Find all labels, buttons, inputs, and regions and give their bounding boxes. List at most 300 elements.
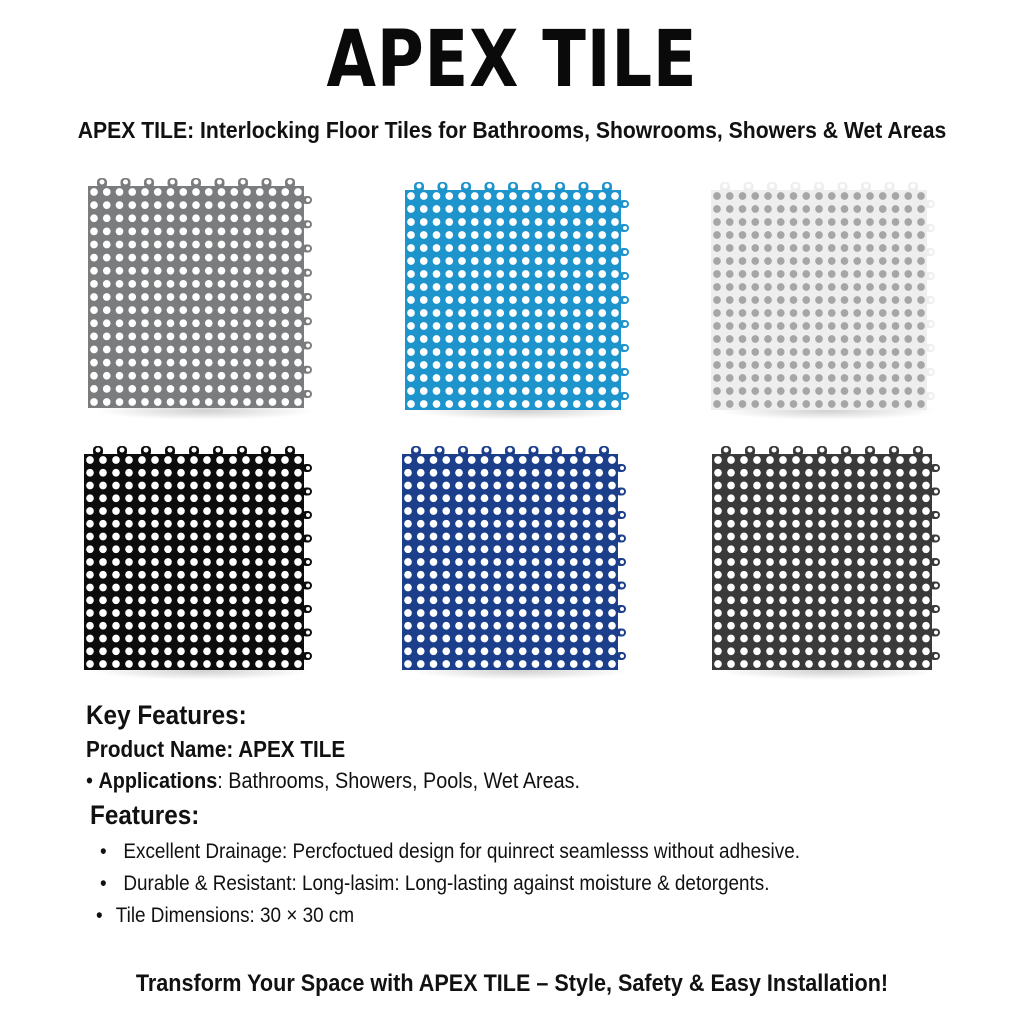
tile-hole — [764, 218, 772, 226]
tile-hole — [229, 482, 237, 490]
tile-hole — [177, 545, 185, 553]
tile-hole — [294, 293, 302, 301]
tile-hole — [86, 609, 94, 617]
tile-hole — [570, 520, 578, 528]
tile-hole — [230, 346, 238, 354]
tile-hole — [430, 647, 438, 655]
tile-hole — [805, 482, 813, 490]
tile-hole — [535, 335, 543, 343]
tile-hole — [281, 507, 289, 515]
tile-hole — [917, 387, 925, 395]
tile-hole — [216, 520, 224, 528]
tile-hole — [103, 359, 111, 367]
tile-hole — [509, 296, 517, 304]
tile-hole — [753, 584, 761, 592]
tile-hole — [909, 520, 917, 528]
tile-hole — [203, 456, 211, 464]
tile-hole — [779, 558, 787, 566]
tile-tab-hole — [511, 184, 516, 189]
tile-hole — [611, 361, 619, 369]
tile-tab-hole — [96, 448, 101, 453]
tile-hole — [506, 533, 514, 541]
tile-tab-hole — [440, 184, 445, 189]
tile-hole — [458, 322, 466, 330]
tile-hole — [493, 494, 501, 502]
tile-hole — [866, 205, 874, 213]
tile-hole — [573, 309, 581, 317]
tile-hole — [128, 201, 136, 209]
tile-hole — [713, 244, 721, 252]
tile-hole — [167, 267, 175, 275]
tile-hole — [90, 319, 98, 327]
tile-hole — [586, 205, 594, 213]
tile-hole — [866, 231, 874, 239]
tile-hole — [909, 456, 917, 464]
tile-hole — [844, 494, 852, 502]
tile-hole — [570, 507, 578, 515]
tile-hole — [544, 622, 552, 630]
tile-hole — [519, 494, 527, 502]
tile-hole — [544, 494, 552, 502]
tile-hole — [586, 218, 594, 226]
tile-hole — [739, 205, 747, 213]
tile-hole — [128, 372, 136, 380]
tile-hole — [407, 348, 415, 356]
tile-hole — [917, 348, 925, 356]
tile-hole — [90, 293, 98, 301]
tile-hole — [532, 469, 540, 477]
feature-text: Excellent Drainage: Percfoctued design for quinrect seamlesss without adhesive. — [123, 840, 800, 863]
tile-hole — [205, 228, 213, 236]
tile-hole — [268, 507, 276, 515]
tile-hole — [714, 494, 722, 502]
tile-hole — [522, 374, 530, 382]
tile-hole — [458, 257, 466, 265]
tile-hole — [909, 533, 917, 541]
tile-hole — [853, 231, 861, 239]
tile-hole — [714, 596, 722, 604]
tile-hole — [484, 270, 492, 278]
tile-hole — [547, 361, 555, 369]
tile-tab-hole — [264, 180, 269, 185]
tile-hole — [294, 398, 302, 406]
tile-hole — [764, 231, 772, 239]
tile-hole — [751, 192, 759, 200]
tile-hole — [281, 241, 289, 249]
tile-hole — [557, 545, 565, 553]
tile-hole — [255, 571, 263, 579]
tile-hole — [442, 533, 450, 541]
tile-hole — [818, 533, 826, 541]
tile-hole — [841, 257, 849, 265]
tile-hole — [740, 609, 748, 617]
tile-hole — [853, 257, 861, 265]
tile-hole — [179, 254, 187, 262]
tile-hole — [519, 558, 527, 566]
tile-hole — [831, 482, 839, 490]
tile-hole — [190, 456, 198, 464]
tile-hole — [866, 192, 874, 200]
tile-hole — [256, 372, 264, 380]
tile-hole — [557, 609, 565, 617]
tile-hole — [535, 374, 543, 382]
tile-hole — [281, 609, 289, 617]
tile-hole — [595, 545, 603, 553]
tile-tab-hole — [192, 448, 197, 453]
tile-hole — [164, 545, 172, 553]
feature-item — [96, 904, 354, 928]
tile-hole — [420, 322, 428, 330]
tile-hole — [790, 348, 798, 356]
tile-hole — [779, 482, 787, 490]
tile-hole — [190, 622, 198, 630]
tile-hole — [818, 584, 826, 592]
tile-hole — [242, 545, 250, 553]
tile-hole — [853, 387, 861, 395]
tile-hole — [740, 494, 748, 502]
tile-hole — [164, 507, 172, 515]
tile-hole — [205, 372, 213, 380]
tile-hole — [753, 482, 761, 490]
tile-hole — [255, 507, 263, 515]
tile-hole — [255, 482, 263, 490]
tile-hole — [138, 494, 146, 502]
tile-hole — [522, 283, 530, 291]
tile-hole — [766, 507, 774, 515]
tile-hole — [112, 520, 120, 528]
tile-hole — [484, 244, 492, 252]
tile-hole — [740, 456, 748, 464]
tile-hole — [442, 494, 450, 502]
tile-hole — [777, 335, 785, 343]
tile-hole — [112, 609, 120, 617]
tile-hole — [484, 348, 492, 356]
tile-hole — [177, 571, 185, 579]
tile-hole — [493, 635, 501, 643]
tile-hole — [86, 660, 94, 668]
tile-hole — [608, 558, 616, 566]
tile-hole — [713, 361, 721, 369]
tile-hole — [777, 309, 785, 317]
tile-hole — [904, 361, 912, 369]
tile-tab-hole — [555, 448, 560, 453]
tile-hole — [116, 188, 124, 196]
tile-hole — [294, 596, 302, 604]
tile-hole — [740, 584, 748, 592]
tile-hole — [922, 635, 930, 643]
tile-hole — [896, 558, 904, 566]
tile-hole — [557, 635, 565, 643]
tile-hole — [218, 306, 226, 314]
tile-hole — [417, 596, 425, 604]
tile-hole — [560, 387, 568, 395]
tile-hole — [611, 244, 619, 252]
tile-hole — [481, 558, 489, 566]
tile-hole — [125, 482, 133, 490]
tile-hole — [713, 374, 721, 382]
tile-hole — [764, 309, 772, 317]
tile-hole — [727, 609, 735, 617]
tile-hole — [560, 205, 568, 213]
tile-graphic — [711, 180, 939, 414]
tile-hole — [203, 482, 211, 490]
tile-hole — [805, 622, 813, 630]
tile-hole — [805, 558, 813, 566]
tile-hole — [922, 507, 930, 515]
tile-hole — [802, 400, 810, 408]
tile-hole — [532, 635, 540, 643]
tile-hole — [496, 231, 504, 239]
tile-hole — [86, 571, 94, 579]
tile-hole — [417, 647, 425, 655]
tile-hole — [904, 387, 912, 395]
tile-hole — [179, 228, 187, 236]
tile-hole — [420, 270, 428, 278]
tile-hole — [417, 545, 425, 553]
tile-hole — [535, 231, 543, 239]
tile-hole — [125, 520, 133, 528]
tile-hole — [547, 374, 555, 382]
tile-hole — [493, 660, 501, 668]
tile-hole — [727, 584, 735, 592]
tile-hole — [417, 494, 425, 502]
tile-hole — [216, 507, 224, 515]
tile-hole — [138, 558, 146, 566]
tile-hole — [815, 361, 823, 369]
tile-hole — [726, 244, 734, 252]
tile-hole — [445, 322, 453, 330]
tile-tab-hole — [620, 537, 624, 541]
tile-hole — [99, 533, 107, 541]
tile-hole — [205, 385, 213, 393]
tile-white-image — [711, 180, 939, 414]
tile-hole — [519, 609, 527, 617]
tile-hole — [726, 283, 734, 291]
tile-hole — [154, 372, 162, 380]
tile-hole — [218, 188, 226, 196]
tile-hole — [870, 558, 878, 566]
feature-item — [100, 840, 800, 864]
tile-hole — [805, 609, 813, 617]
tile-hole — [557, 507, 565, 515]
tile-hole — [294, 635, 302, 643]
tile-hole — [154, 319, 162, 327]
tile-hole — [407, 257, 415, 265]
tile-hole — [779, 545, 787, 553]
tile-hole — [442, 482, 450, 490]
tile-hole — [904, 205, 912, 213]
tile-hole — [430, 622, 438, 630]
tile-hole — [481, 494, 489, 502]
tile-hole — [205, 241, 213, 249]
tile-hole — [407, 205, 415, 213]
tile-hole — [544, 571, 552, 579]
tile-hole — [294, 558, 302, 566]
tile-hole — [430, 596, 438, 604]
tile-hole — [547, 387, 555, 395]
tile-hole — [407, 322, 415, 330]
tile-hole — [99, 507, 107, 515]
tile-hole — [417, 622, 425, 630]
tile-hole — [611, 205, 619, 213]
tile-hole — [493, 609, 501, 617]
tile-hole — [90, 201, 98, 209]
tile-tab-hole — [892, 448, 897, 453]
tile-hole — [766, 558, 774, 566]
tile-tab-hole — [820, 448, 825, 453]
tile-hole — [608, 520, 616, 528]
tile-hole — [294, 456, 302, 464]
tile-hole — [535, 244, 543, 252]
tile-hole — [230, 228, 238, 236]
tile-tab-hole — [817, 184, 822, 189]
tile-hole — [164, 660, 172, 668]
tile-hole — [792, 482, 800, 490]
tile-hole — [99, 647, 107, 655]
tile-hole — [727, 494, 735, 502]
tile-hole — [128, 280, 136, 288]
tile-hole — [586, 283, 594, 291]
tile-tab-hole — [929, 298, 933, 302]
tile-hole — [583, 660, 591, 668]
tile-hole — [586, 309, 594, 317]
tile-hole — [433, 218, 441, 226]
tile-hole — [892, 270, 900, 278]
tile-hole — [481, 533, 489, 541]
tile-tab-hole — [306, 654, 310, 658]
tile-tab-hole — [306, 392, 310, 396]
tile-hole — [151, 609, 159, 617]
tile-hole — [727, 558, 735, 566]
tile-hole — [611, 348, 619, 356]
tile-hole — [917, 400, 925, 408]
tile-hole — [904, 348, 912, 356]
tile-hole — [573, 218, 581, 226]
tile-hole — [841, 244, 849, 252]
tile-hole — [255, 609, 263, 617]
tile-hole — [917, 244, 925, 252]
tile-tab-hole — [306, 295, 310, 299]
tile-hole — [753, 596, 761, 604]
tile-hole — [896, 596, 904, 604]
tile-hole — [560, 309, 568, 317]
tile-hole — [433, 387, 441, 395]
tile-hole — [879, 348, 887, 356]
tile-hole — [455, 596, 463, 604]
tile-hole — [242, 469, 250, 477]
tile-hole — [726, 218, 734, 226]
tile-hole — [726, 335, 734, 343]
tile-hole — [777, 374, 785, 382]
tile-hole — [805, 596, 813, 604]
tile-hole — [205, 319, 213, 327]
tile-hole — [557, 647, 565, 655]
tile-hole — [455, 609, 463, 617]
tile-hole — [203, 558, 211, 566]
tile-hole — [268, 482, 276, 490]
tile-hole — [883, 520, 891, 528]
tile-hole — [917, 192, 925, 200]
tile-hole — [442, 469, 450, 477]
tile-hole — [896, 584, 904, 592]
tile-hole — [125, 635, 133, 643]
tile-hole — [805, 635, 813, 643]
tile-gray-image — [88, 176, 316, 412]
tile-hole — [493, 558, 501, 566]
tile-hole — [857, 482, 865, 490]
tile-hole — [116, 254, 124, 262]
tile-tab-hole — [144, 448, 149, 453]
tile-hole — [764, 335, 772, 343]
tile-hole — [844, 456, 852, 464]
tile-tab-hole — [581, 184, 586, 189]
tile-hole — [828, 231, 836, 239]
tile-hole — [471, 361, 479, 369]
tile-hole — [815, 335, 823, 343]
tile-hole — [125, 584, 133, 592]
tile-hole — [753, 571, 761, 579]
tile-hole — [779, 609, 787, 617]
tile-tab-hole — [170, 180, 175, 185]
tile-hole — [229, 596, 237, 604]
tile-hole — [883, 545, 891, 553]
tile-hole — [404, 558, 412, 566]
tile-hole — [125, 571, 133, 579]
tile-hole — [407, 218, 415, 226]
tile-hole — [753, 558, 761, 566]
tile-hole — [112, 507, 120, 515]
tile-hole — [909, 660, 917, 668]
tile-hole — [167, 372, 175, 380]
tile-hole — [255, 494, 263, 502]
tile-hole — [766, 660, 774, 668]
tile-hole — [256, 280, 264, 288]
tile-hole — [90, 333, 98, 341]
tile-tab-hole — [844, 448, 849, 453]
tile-hole — [484, 309, 492, 317]
tile-hole — [281, 660, 289, 668]
tile-hole — [790, 283, 798, 291]
tile-hole — [255, 635, 263, 643]
tile-hole — [407, 400, 415, 408]
tile-hole — [151, 494, 159, 502]
tile-hole — [190, 545, 198, 553]
tile-hole — [570, 533, 578, 541]
tile-hole — [103, 385, 111, 393]
tile-tab-hole — [934, 631, 938, 635]
tile-hole — [831, 647, 839, 655]
tile-hole — [216, 545, 224, 553]
tile-hole — [506, 622, 514, 630]
tile-hole — [404, 507, 412, 515]
tile-hole — [904, 218, 912, 226]
tile-hole — [484, 296, 492, 304]
tile-hole — [802, 387, 810, 395]
tile-hole — [468, 533, 476, 541]
tile-hole — [458, 283, 466, 291]
tile-hole — [177, 456, 185, 464]
tile-hole — [167, 280, 175, 288]
tile-hole — [242, 571, 250, 579]
tile-hole — [484, 192, 492, 200]
tile-hole — [242, 558, 250, 566]
tile-hole — [230, 319, 238, 327]
tile-hole — [739, 283, 747, 291]
tile-hole — [90, 398, 98, 406]
tile-hole — [532, 622, 540, 630]
tile-hole — [753, 609, 761, 617]
tile-hole — [608, 584, 616, 592]
